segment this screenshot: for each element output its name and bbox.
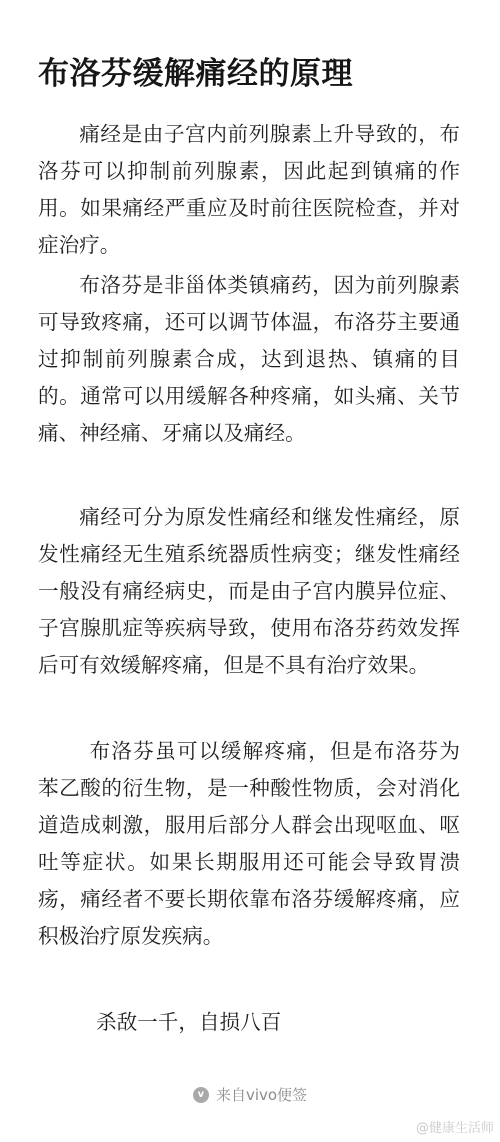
- watermark: @健康生活师: [415, 1121, 494, 1136]
- app-source-label: [0, 1084, 500, 1105]
- note-paragraph-2: 布洛芬是非甾体类镇痛药，因为前列腺素可导致疼痛，还可以调节体温，布洛芬主要通过抑制前列腺素合成，达到退热、镇痛的目的。通常可以用缓解各种疼痛，如头痛、关节痛、神经痛、牙痛以及痛经。: [38, 273, 460, 445]
- note-signature: 杀敌一千，自损八百: [96, 1010, 282, 1034]
- source-text: 来自vivo便签: [215, 1086, 308, 1104]
- note-paragraph-3: 痛经可分为原发性痛经和继发性痛经，原发性痛经无生殖系统器质性病变；继发性痛经一般没有痛经病史，而是由子宫内膜异位症、子宫腺肌症等疾病导致，使用布洛芬药效发挥后可有效缓解疼痛，但是不具有治疗效果。: [38, 505, 460, 677]
- note-paragraph-4: 布洛芬虽可以缓解疼痛，但是布洛芬为苯乙酸的衍生物，是一种酸性物质，会对消化道造成刺激，服用后部分人群会出现呕血、呕吐等症状。如果长期服用还可能会导致胃溃疡，痛经者不要长期依靠布洛芬缓解疼痛，应积极治疗原发疾病。: [38, 739, 460, 948]
- note-title: 布洛芬缓解痛经的原理: [38, 56, 353, 92]
- vivo-icon: v: [193, 1087, 209, 1103]
- note-paragraph-1: 痛经是由子宫内前列腺素上升导致的，布洛芬可以抑制前列腺素，因此起到镇痛的作用。如果痛经严重应及时前往医院检查，并对症治疗。: [38, 122, 460, 257]
